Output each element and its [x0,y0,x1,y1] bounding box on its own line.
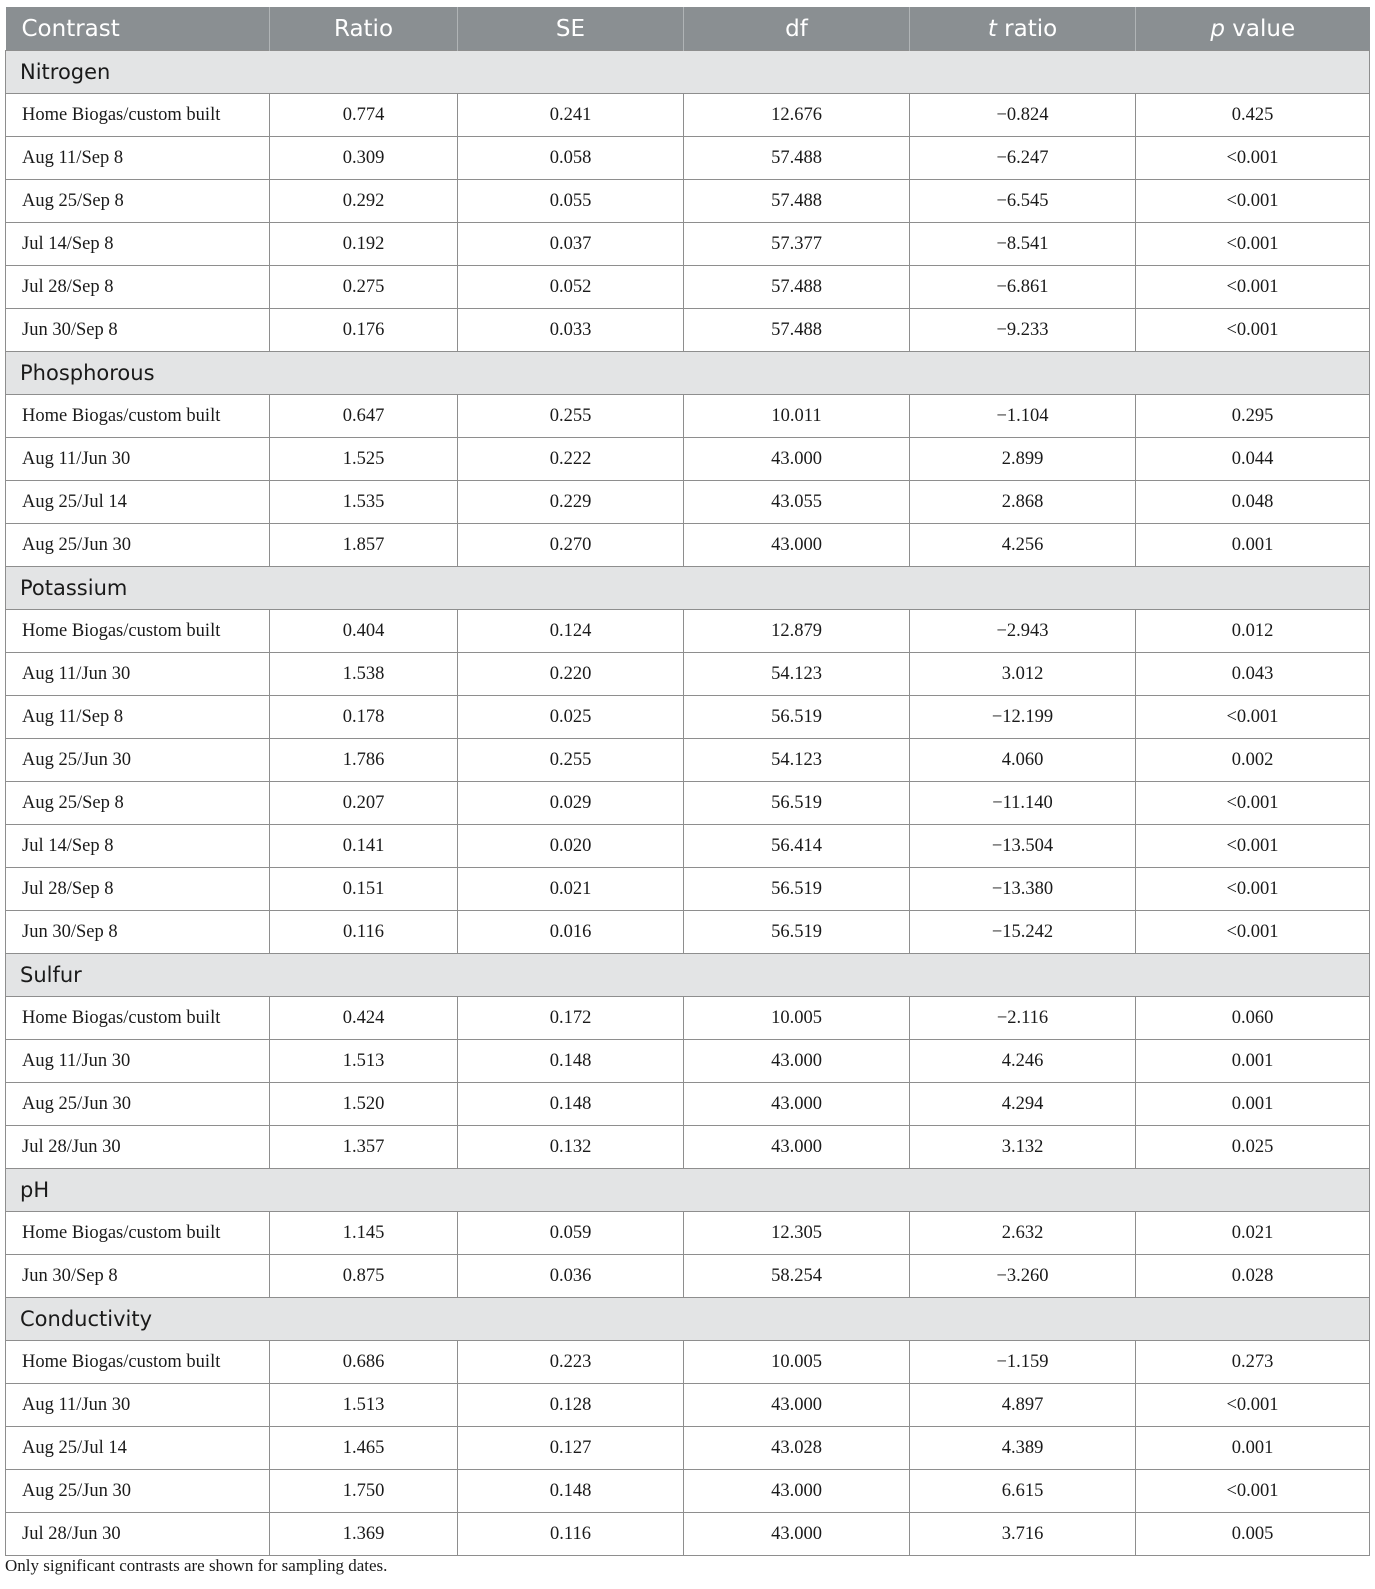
table-row [6,1384,1370,1427]
contrast-cell: Home Biogas/custom built [6,610,270,653]
p-value-cell: 0.060 [1136,997,1370,1040]
t-ratio-cell: −6.247 [910,137,1136,180]
df-cell: 43.028 [684,1427,910,1470]
header-df: df [684,7,910,51]
table-row [6,524,1370,567]
p-value-cell: 0.005 [1136,1513,1370,1556]
section-title: Potassium [6,567,1370,610]
contrast-cell: Aug 11/Jun 30 [6,653,270,696]
df-cell: 12.879 [684,610,910,653]
contrast-cell: Jul 28/Jun 30 [6,1126,270,1169]
table-row [6,309,1370,352]
p-value-cell: <0.001 [1136,911,1370,954]
t-ratio-cell: −1.159 [910,1341,1136,1384]
contrast-cell: Jun 30/Sep 8 [6,309,270,352]
p-value-cell: <0.001 [1136,223,1370,266]
t-ratio-cell: −3.260 [910,1255,1136,1298]
p-value-cell: <0.001 [1136,309,1370,352]
p-value-cell: 0.001 [1136,1040,1370,1083]
ratio-cell: 0.404 [270,610,458,653]
df-cell: 56.519 [684,911,910,954]
df-cell: 43.000 [684,524,910,567]
contrast-cell: Aug 25/Jun 30 [6,1470,270,1513]
section-row [6,352,1370,395]
contrast-cell: Jul 28/Sep 8 [6,266,270,309]
contrast-cell: Aug 11/Sep 8 [6,137,270,180]
p-value-cell: 0.002 [1136,739,1370,782]
section-title: pH [6,1169,1370,1212]
p-value-cell: <0.001 [1136,266,1370,309]
se-cell: 0.148 [458,1470,684,1513]
table-row [6,696,1370,739]
p-value-cell: 0.021 [1136,1212,1370,1255]
ratio-cell: 1.525 [270,438,458,481]
p-value-cell: <0.001 [1136,137,1370,180]
contrast-cell: Aug 25/Jun 30 [6,524,270,567]
table-row [6,438,1370,481]
se-cell: 0.029 [458,782,684,825]
ratio-cell: 1.513 [270,1384,458,1427]
se-cell: 0.172 [458,997,684,1040]
section-title: Nitrogen [6,51,1370,94]
t-ratio-cell: −13.504 [910,825,1136,868]
p-value-cell: <0.001 [1136,1470,1370,1513]
df-cell: 57.488 [684,180,910,223]
table-footnote: Only significant contrasts are shown for sampling dates. [5,1556,388,1575]
ratio-cell: 0.192 [270,223,458,266]
contrast-cell: Home Biogas/custom built [6,1341,270,1384]
header-t-ratio [910,7,1136,51]
se-cell: 0.052 [458,266,684,309]
ratio-cell: 1.513 [270,1040,458,1083]
se-cell: 0.025 [458,696,684,739]
table-row [6,1040,1370,1083]
t-ratio-cell: 4.897 [910,1384,1136,1427]
p-value-cell: 0.044 [1136,438,1370,481]
header-contrast: Contrast [6,7,270,51]
ratio-cell: 1.786 [270,739,458,782]
t-ratio-cell: −15.242 [910,911,1136,954]
header-se: SE [458,7,684,51]
se-cell: 0.270 [458,524,684,567]
section-row [6,1169,1370,1212]
t-ratio-cell: 2.632 [910,1212,1136,1255]
contrast-cell: Aug 11/Sep 8 [6,696,270,739]
se-cell: 0.127 [458,1427,684,1470]
se-cell: 0.058 [458,137,684,180]
df-cell: 10.005 [684,1341,910,1384]
ratio-cell: 1.369 [270,1513,458,1556]
header-ratio: Ratio [270,7,458,51]
se-cell: 0.132 [458,1126,684,1169]
section-row [6,51,1370,94]
t-ratio-cell: −1.104 [910,395,1136,438]
table-row [6,1427,1370,1470]
se-cell: 0.241 [458,94,684,137]
table-row [6,395,1370,438]
se-cell: 0.255 [458,395,684,438]
table-row [6,782,1370,825]
p-value-cell: <0.001 [1136,868,1370,911]
t-ratio-cell: 4.060 [910,739,1136,782]
section-row [6,954,1370,997]
df-cell: 12.305 [684,1212,910,1255]
se-cell: 0.124 [458,610,684,653]
df-cell: 10.005 [684,997,910,1040]
df-cell: 56.519 [684,868,910,911]
df-cell: 57.488 [684,137,910,180]
contrast-cell: Aug 25/Jul 14 [6,481,270,524]
t-ratio-cell: −13.380 [910,868,1136,911]
se-cell: 0.148 [458,1040,684,1083]
table-row [6,1083,1370,1126]
header-t-label: ratio [996,15,1058,42]
p-value-cell: 0.012 [1136,610,1370,653]
table-row [6,481,1370,524]
df-cell: 10.011 [684,395,910,438]
p-value-cell: 0.048 [1136,481,1370,524]
df-cell: 54.123 [684,739,910,782]
df-cell: 57.488 [684,266,910,309]
contrast-cell: Aug 25/Jul 14 [6,1427,270,1470]
table-row [6,180,1370,223]
contrast-cell: Jun 30/Sep 8 [6,911,270,954]
df-cell: 43.000 [684,1126,910,1169]
contrast-cell: Home Biogas/custom built [6,94,270,137]
p-value-cell: <0.001 [1136,825,1370,868]
table-body [6,51,1370,1556]
df-cell: 43.000 [684,1040,910,1083]
table-row [6,1341,1370,1384]
se-cell: 0.020 [458,825,684,868]
ratio-cell: 1.535 [270,481,458,524]
contrast-cell: Jul 28/Sep 8 [6,868,270,911]
ratio-cell: 0.178 [270,696,458,739]
ratio-cell: 1.465 [270,1427,458,1470]
ratio-cell: 1.857 [270,524,458,567]
t-ratio-cell: 2.899 [910,438,1136,481]
table-row [6,1255,1370,1298]
table-row [6,825,1370,868]
p-value-cell: 0.028 [1136,1255,1370,1298]
ratio-cell: 0.686 [270,1341,458,1384]
t-ratio-cell: 4.256 [910,524,1136,567]
se-cell: 0.220 [458,653,684,696]
ratio-cell: 1.538 [270,653,458,696]
contrast-cell: Jul 28/Jun 30 [6,1513,270,1556]
contrast-cell: Aug 25/Sep 8 [6,180,270,223]
ratio-cell: 0.875 [270,1255,458,1298]
t-ratio-cell: −12.199 [910,696,1136,739]
ratio-cell: 1.145 [270,1212,458,1255]
se-cell: 0.128 [458,1384,684,1427]
contrast-cell: Aug 25/Jun 30 [6,739,270,782]
df-cell: 54.123 [684,653,910,696]
df-cell: 43.000 [684,1470,910,1513]
t-ratio-cell: −11.140 [910,782,1136,825]
ratio-cell: 1.520 [270,1083,458,1126]
df-cell: 57.377 [684,223,910,266]
se-cell: 0.059 [458,1212,684,1255]
t-ratio-cell: 3.012 [910,653,1136,696]
ratio-cell: 0.647 [270,395,458,438]
p-value-cell: 0.295 [1136,395,1370,438]
df-cell: 56.414 [684,825,910,868]
t-ratio-cell: 3.716 [910,1513,1136,1556]
ratio-cell: 1.357 [270,1126,458,1169]
header-row [6,7,1370,51]
df-cell: 58.254 [684,1255,910,1298]
table-row [6,137,1370,180]
table-row [6,610,1370,653]
ratio-cell: 0.309 [270,137,458,180]
t-ratio-cell: −8.541 [910,223,1136,266]
table-row [6,1513,1370,1556]
t-ratio-cell: 4.246 [910,1040,1136,1083]
ratio-cell: 0.151 [270,868,458,911]
p-value-cell: <0.001 [1136,1384,1370,1427]
ratio-cell: 0.292 [270,180,458,223]
p-value-cell: 0.043 [1136,653,1370,696]
df-cell: 43.000 [684,1384,910,1427]
t-ratio-cell: −6.861 [910,266,1136,309]
contrast-cell: Aug 25/Jun 30 [6,1083,270,1126]
ratio-cell: 1.750 [270,1470,458,1513]
df-cell: 56.519 [684,696,910,739]
contrast-cell: Home Biogas/custom built [6,997,270,1040]
table-row [6,997,1370,1040]
se-cell: 0.033 [458,309,684,352]
se-cell: 0.016 [458,911,684,954]
df-cell: 56.519 [684,782,910,825]
se-cell: 0.148 [458,1083,684,1126]
table-row [6,1212,1370,1255]
section-title: Conductivity [6,1298,1370,1341]
t-ratio-cell: −0.824 [910,94,1136,137]
table-row [6,739,1370,782]
p-value-cell: 0.425 [1136,94,1370,137]
p-value-cell: 0.001 [1136,1427,1370,1470]
se-cell: 0.229 [458,481,684,524]
ratio-cell: 0.176 [270,309,458,352]
contrast-cell: Jul 14/Sep 8 [6,825,270,868]
t-ratio-cell: −2.943 [910,610,1136,653]
header-p-symbol: p [1210,15,1225,42]
t-ratio-cell: 6.615 [910,1470,1136,1513]
se-cell: 0.036 [458,1255,684,1298]
contrast-table [5,7,1370,1556]
contrast-cell: Aug 11/Jun 30 [6,1384,270,1427]
df-cell: 43.000 [684,438,910,481]
df-cell: 12.676 [684,94,910,137]
t-ratio-cell: 4.294 [910,1083,1136,1126]
ratio-cell: 0.275 [270,266,458,309]
df-cell: 43.000 [684,1513,910,1556]
table-row [6,868,1370,911]
table-row [6,223,1370,266]
t-ratio-cell: −2.116 [910,997,1136,1040]
header-p-value [1136,7,1370,51]
p-value-cell: 0.025 [1136,1126,1370,1169]
df-cell: 57.488 [684,309,910,352]
table-row [6,911,1370,954]
se-cell: 0.055 [458,180,684,223]
table-row [6,653,1370,696]
se-cell: 0.116 [458,1513,684,1556]
p-value-cell: 0.001 [1136,1083,1370,1126]
contrast-cell: Home Biogas/custom built [6,395,270,438]
ratio-cell: 0.424 [270,997,458,1040]
p-value-cell: <0.001 [1136,782,1370,825]
t-ratio-cell: 4.389 [910,1427,1136,1470]
table-header [6,7,1370,51]
contrast-cell: Aug 11/Jun 30 [6,1040,270,1083]
p-value-cell: 0.001 [1136,524,1370,567]
table-row [6,1126,1370,1169]
ratio-cell: 0.774 [270,94,458,137]
section-title: Sulfur [6,954,1370,997]
se-cell: 0.255 [458,739,684,782]
table-row [6,94,1370,137]
header-t-symbol: t [987,15,997,42]
t-ratio-cell: 2.868 [910,481,1136,524]
p-value-cell: <0.001 [1136,696,1370,739]
t-ratio-cell: 3.132 [910,1126,1136,1169]
se-cell: 0.223 [458,1341,684,1384]
contrast-cell: Aug 25/Sep 8 [6,782,270,825]
section-row [6,567,1370,610]
ratio-cell: 0.207 [270,782,458,825]
df-cell: 43.055 [684,481,910,524]
se-cell: 0.037 [458,223,684,266]
p-value-cell: <0.001 [1136,180,1370,223]
t-ratio-cell: −9.233 [910,309,1136,352]
ratio-cell: 0.116 [270,911,458,954]
section-row [6,1298,1370,1341]
ratio-cell: 0.141 [270,825,458,868]
se-cell: 0.222 [458,438,684,481]
header-p-label: value [1224,15,1296,42]
contrast-cell: Jul 14/Sep 8 [6,223,270,266]
df-cell: 43.000 [684,1083,910,1126]
table-row [6,1470,1370,1513]
contrast-cell: Aug 11/Jun 30 [6,438,270,481]
section-title: Phosphorous [6,352,1370,395]
se-cell: 0.021 [458,868,684,911]
contrast-cell: Home Biogas/custom built [6,1212,270,1255]
p-value-cell: 0.273 [1136,1341,1370,1384]
t-ratio-cell: −6.545 [910,180,1136,223]
contrast-cell: Jun 30/Sep 8 [6,1255,270,1298]
table-row [6,266,1370,309]
